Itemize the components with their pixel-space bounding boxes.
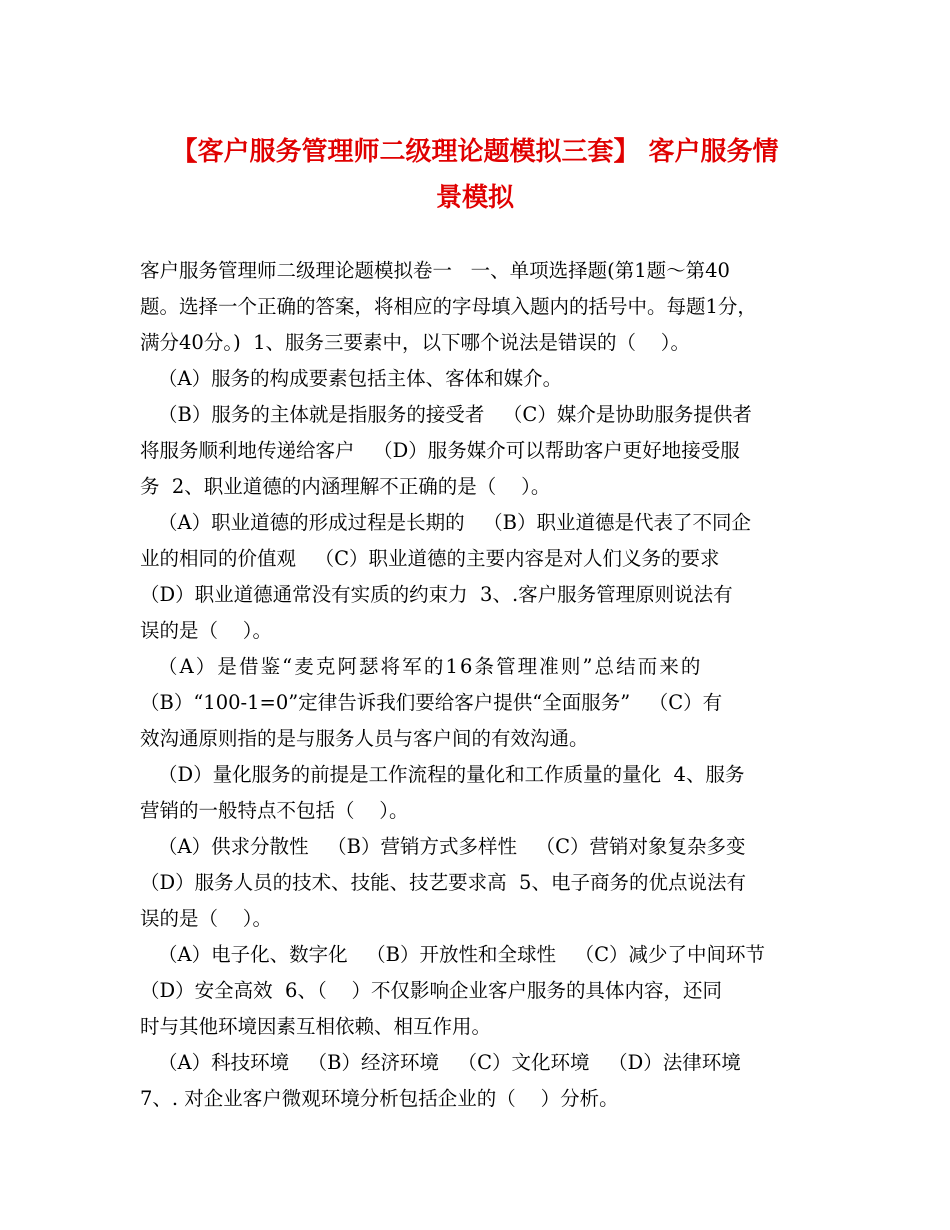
- body-line: （A）服务的构成要素包括主体、客体和媒介。: [158, 367, 563, 390]
- body-line: 题。选择一个正确的答案，将相应的字母填入题内的括号中。每题1分，: [140, 295, 757, 318]
- body-line: （A）职业道德的形成过程是长期的 （B）职业道德是代表了不同企: [158, 511, 752, 534]
- body-line: 务 2、职业道德的内涵理解不正确的是（ ）。: [140, 475, 551, 498]
- body-line: （D）服务人员的技术、技能、技艺要求高 5、电子商务的优点说法有: [140, 871, 746, 894]
- body-line: （D）量化服务的前提是工作流程的量化和工作质量的量化 4、服务: [158, 763, 745, 786]
- body-line: （D）职业道德通常没有实质的约束力 3、.客户服务管理原则说法有: [140, 583, 733, 606]
- body-line: 效沟通原则指的是与服务人员与客户间的有效沟通。: [140, 727, 589, 750]
- body-line: （A）供求分散性 （B）营销方式多样性 （C）营销对象复杂多变: [158, 835, 746, 858]
- document-title-line-1: 【客户服务管理师二级理论题模拟三套】 客户服务情: [171, 137, 779, 167]
- body-line: 将服务顺利地传递给客户 （D）服务媒介可以帮助客户更好地接受服: [140, 439, 740, 462]
- body-line: 业的相同的价值观 （C）职业道德的主要内容是对人们义务的要求: [140, 547, 720, 570]
- body-line: （A）是借鉴“麦克阿瑟将军的16条管理准则”总结而来的: [158, 655, 703, 678]
- body-line: （B）“100-1=0”定律告诉我们要给客户提供“全面服务” （C）有: [140, 691, 723, 714]
- body-line: 营销的一般特点不包括（ ）。: [140, 799, 409, 822]
- body-line: 满分40分。) 1、服务三要素中，以下哪个说法是错误的（ ）。: [140, 331, 691, 354]
- body-line: 7、. 对企业客户微观环境分析包括企业的（ ）分析。: [140, 1087, 619, 1110]
- body-line: （A）电子化、数字化 （B）开放性和全球性 （C）减少了中间环节: [158, 943, 766, 966]
- body-line: （A）科技环境 （B）经济环境 （C）文化环境 （D）法律环境: [158, 1051, 741, 1074]
- body-line: （D）安全高效 6、（ ）不仅影响企业客户服务的具体内容，还同: [140, 979, 722, 1002]
- document-title-line-2: 景模拟: [435, 183, 514, 213]
- body-line: 时与其他环境因素互相依赖、相互作用。: [140, 1015, 492, 1038]
- body-line: 误的是（ ）。: [140, 619, 273, 642]
- body-line: （B）服务的主体就是指服务的接受者 （C）媒介是协助服务提供者: [158, 403, 752, 426]
- body-line: 误的是（ ）。: [140, 907, 273, 930]
- body-line: 客户服务管理师二级理论题模拟卷一 一、单项选择题(第1题～第40: [140, 259, 730, 282]
